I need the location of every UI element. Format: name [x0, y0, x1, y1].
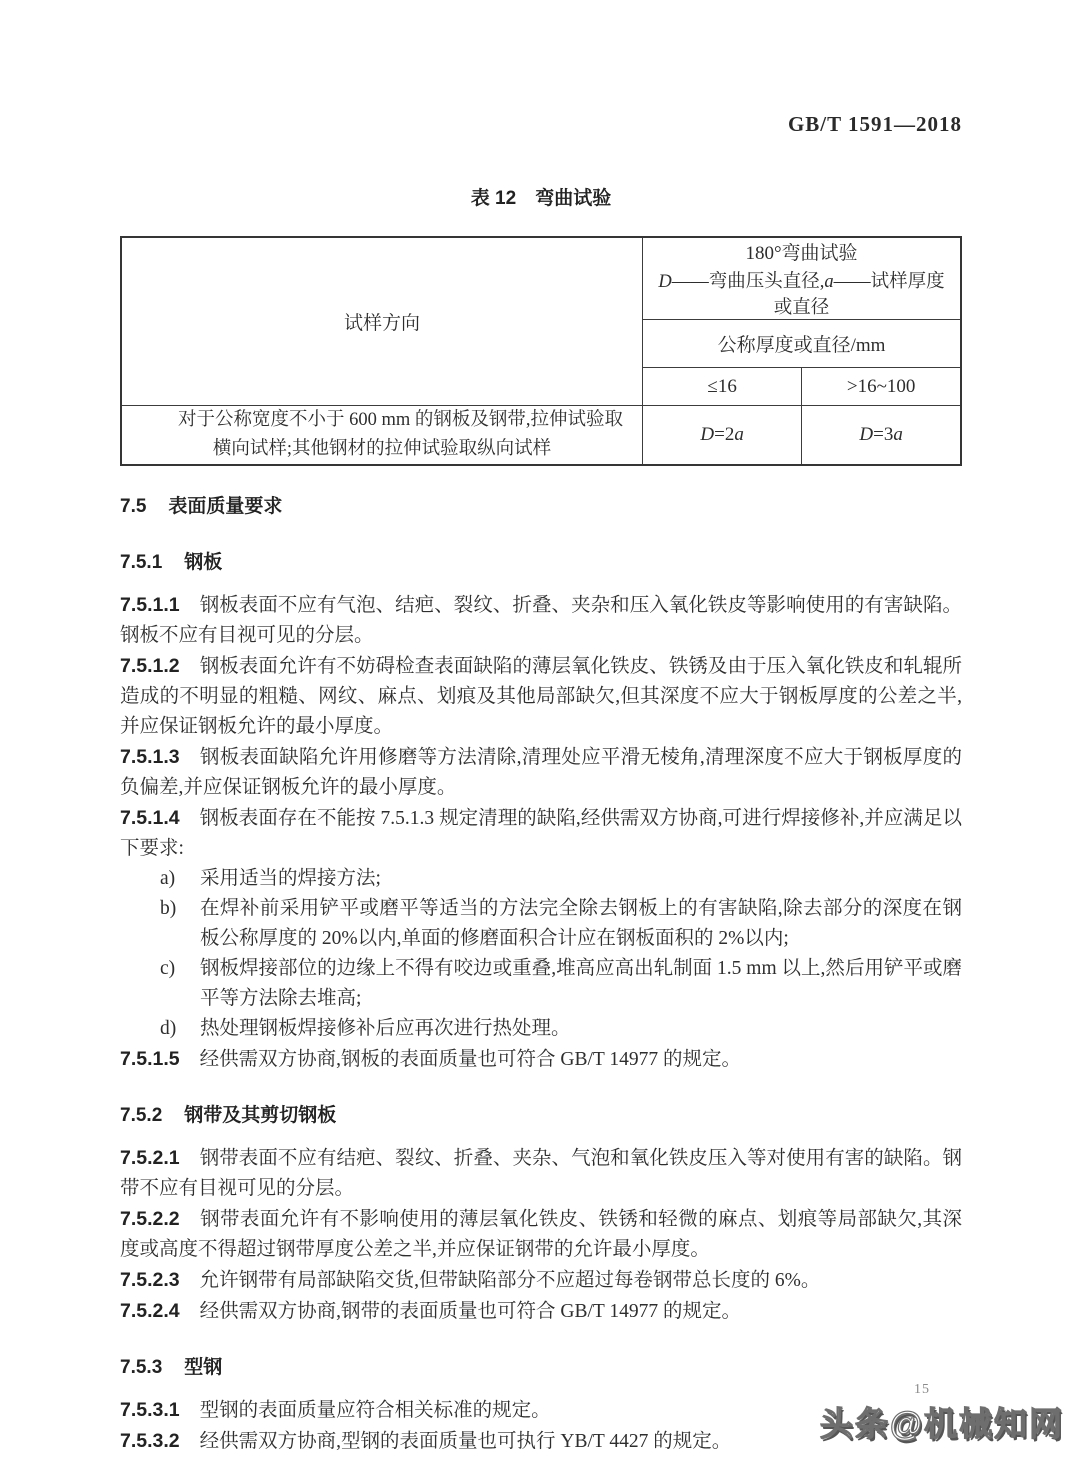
- clause-number: 7.5.1.4: [120, 807, 180, 829]
- table-col-le16: ≤16: [643, 368, 802, 406]
- list-text: 采用适当的焊接方法;: [200, 868, 381, 889]
- standard-number: GB/T 1591—2018: [787, 112, 962, 136]
- clause-7-5-2-2: [120, 1204, 962, 1265]
- symbol-a: a: [824, 272, 834, 292]
- table-col-gt16-100: >16~100: [802, 368, 961, 406]
- clause-text: 钢带表面不应有结疤、裂纹、折叠、夹杂、气泡和氧化铁皮压入等对使用有害的缺陷。钢带不应有目视可见的分层。: [120, 1148, 962, 1199]
- var-D: D: [700, 424, 715, 445]
- list-marker: d): [160, 1018, 177, 1039]
- section-7-5: [120, 492, 962, 522]
- section-7-5-3: [120, 1353, 962, 1383]
- section-title: 钢带及其剪切钢板: [184, 1105, 337, 1126]
- section-title: 表面质量要求: [168, 496, 283, 517]
- list-item-a: [120, 864, 962, 894]
- clause-number: 7.5.2.2: [120, 1208, 180, 1230]
- clause-number: 7.5.1.2: [120, 655, 180, 677]
- clause-text: 允许钢带有局部缺陷交货,但带缺陷部分不应超过每卷钢带总长度的 6%。: [199, 1270, 821, 1291]
- clause-text: 型钢的表面质量应符合相关标准的规定。: [199, 1400, 551, 1421]
- symbol-D: D: [658, 272, 672, 292]
- clause-7-5-2-1: [120, 1143, 962, 1204]
- var-a: a: [734, 424, 744, 445]
- clause-7-5-2-4: [120, 1296, 962, 1327]
- bend-test-label: 180°弯曲试验: [745, 243, 858, 264]
- clause-number: 7.5.3.2: [120, 1430, 180, 1452]
- clause-text: 经供需双方协商,钢板的表面质量也可符合 GB/T 14977 的规定。: [199, 1049, 741, 1070]
- list-marker: b): [160, 898, 177, 919]
- table-12-title: 表 12 弯曲试验: [470, 188, 612, 209]
- section-7-5-2: [120, 1101, 962, 1131]
- clause-7-5-1-2: [120, 651, 962, 742]
- table-cell-direction: 对于公称宽度不小于 600 mm 的钢板及钢带,拉伸试验取横向试样;其他钢材的拉伸试验取纵向试样: [121, 406, 643, 466]
- clause-number: 7.5.2.1: [120, 1147, 180, 1169]
- clause-text: 经供需双方协商,钢带的表面质量也可符合 GB/T 14977 的规定。: [199, 1301, 741, 1322]
- symbol-D-desc: ——弯曲压头直径,: [671, 272, 825, 292]
- table-header-thickness: 公称厚度或直径/mm: [643, 320, 962, 368]
- clause-number: 7.5.1.3: [120, 746, 180, 768]
- page-number: 15: [914, 1382, 930, 1397]
- var-D: D: [859, 424, 874, 445]
- section-title: 钢板: [184, 552, 223, 573]
- bend-legend: [653, 267, 950, 319]
- section-number: 7.5.2: [120, 1105, 163, 1126]
- section-7-5-1: [120, 548, 962, 578]
- clause-text: 经供需双方协商,型钢的表面质量也可执行 YB/T 4427 的规定。: [199, 1431, 732, 1452]
- clause-text: 钢板表面允许有不妨碍检查表面缺陷的薄层氧化铁皮、铁锈及由于压入氧化铁皮和轧辊所造成的不明显的粗糙、网纹、麻点、划痕及其他局部缺欠,但其深度不应大于钢板厚度的公差之半,并应保证钢板允许的最小厚度。: [120, 656, 962, 737]
- section-title: 型钢: [184, 1357, 223, 1378]
- clause-number: 7.5.2.4: [120, 1300, 180, 1322]
- clause-7-5-2-3: [120, 1265, 962, 1296]
- clause-7-5-1-3: [120, 742, 962, 803]
- page-content: [120, 0, 962, 1457]
- clause-number: 7.5.3.1: [120, 1399, 180, 1421]
- table-cell-D3a: [802, 406, 961, 466]
- list-item-b: [120, 894, 962, 954]
- table-header-bend-test: [643, 237, 962, 320]
- table-header-specimen-direction: 试样方向: [121, 237, 643, 406]
- list-text: 热处理钢板焊接修补后应再次进行热处理。: [200, 1018, 571, 1039]
- eq-3: =3: [873, 424, 894, 445]
- watermark-toutiao-jixiezhiwang: 头条@机械知网: [819, 1405, 1064, 1442]
- table-cell-D2a: [643, 406, 802, 466]
- clause-7-5-1-4: [120, 803, 962, 864]
- list-text: 在焊补前采用铲平或磨平等适当的方法完全除去钢板上的有害缺陷,除去部分的深度在钢板公称厚度的 20%以内,单面的修磨面积合计应在钢板面积的 2%以内;: [200, 898, 962, 949]
- bend-test-table: [120, 236, 962, 466]
- list-text: 钢板焊接部位的边缘上不得有咬边或重叠,堆高应高出轧制面 1.5 mm 以上,然后用铲平或磨平等方法除去堆高;: [200, 958, 962, 1009]
- clause-text: 钢带表面允许有不影响使用的薄层氧化铁皮、铁锈和轻微的麻点、划痕等局部缺欠,其深度或高度不得超过钢带厚度公差之半,并应保证钢带的允许最小厚度。: [120, 1209, 962, 1260]
- clause-number: 7.5.1.5: [120, 1048, 180, 1070]
- list-marker: a): [160, 868, 176, 889]
- eq-2: =2: [714, 424, 735, 445]
- symbol-a-desc: ——试样厚度或直径: [773, 272, 945, 318]
- clause-number: 7.5.2.3: [120, 1269, 180, 1291]
- clause-7-5-1-1: [120, 590, 962, 651]
- clause-7-5-1-5: [120, 1044, 962, 1075]
- clause-text: 钢板表面存在不能按 7.5.1.3 规定清理的缺陷,经供需双方协商,可进行焊接修补,并应满足以下要求:: [120, 808, 962, 859]
- clause-text: 钢板表面缺陷允许用修磨等方法清除,清理处应平滑无棱角,清理深度不应大于钢板厚度的负偏差,并应保证钢板允许的最小厚度。: [120, 747, 962, 798]
- section-number: 7.5: [120, 496, 147, 517]
- section-number: 7.5.3: [120, 1357, 163, 1378]
- list-item-d: [120, 1014, 962, 1044]
- list-marker: c): [160, 958, 176, 979]
- clause-number: 7.5.1.1: [120, 594, 180, 616]
- clause-text: 钢板表面不应有气泡、结疤、裂纹、折叠、夹杂和压入氧化铁皮等影响使用的有害缺陷。钢板不应有目视可见的分层。: [120, 595, 962, 646]
- var-a: a: [893, 424, 903, 445]
- list-item-c: [120, 954, 962, 1014]
- section-number: 7.5.1: [120, 552, 163, 573]
